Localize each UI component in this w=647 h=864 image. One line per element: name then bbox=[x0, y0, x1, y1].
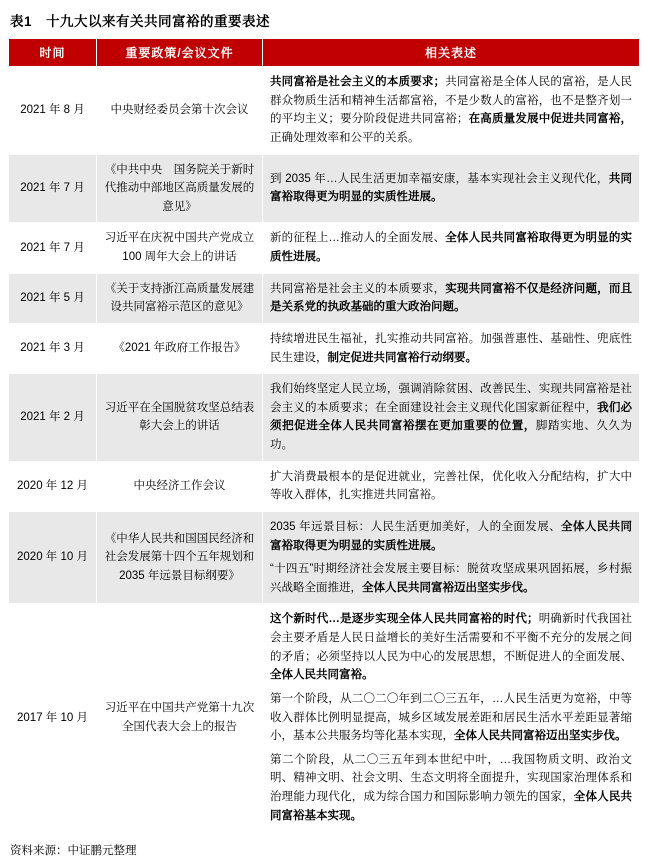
cell-time: 2020 年 10 月 bbox=[9, 511, 97, 604]
column-header-time: 时间 bbox=[9, 39, 97, 67]
cell-time: 2021 年 7 月 bbox=[9, 223, 97, 273]
statements-table bbox=[8, 38, 640, 832]
table-row bbox=[9, 374, 640, 462]
cell-statement bbox=[263, 374, 640, 462]
table-row bbox=[9, 323, 640, 373]
statement-paragraph: “十四五”时期经济社会发展主要目标：脱贫攻坚成果巩固拓展，乡村振兴战略全面推进，全体人民共同富裕迈出坚实步伐。 bbox=[270, 563, 632, 594]
cell-time: 2020 年 12 月 bbox=[9, 461, 97, 511]
cell-document: 《关于支持浙江高质量发展建设共同富裕示范区的意见》 bbox=[97, 273, 263, 323]
cell-document: 《中共中央 国务院关于新时代推动中部地区高质量发展的意见》 bbox=[97, 154, 263, 223]
table-row bbox=[9, 604, 640, 832]
cell-document: 中央财经委员会第十次会议 bbox=[97, 67, 263, 155]
cell-statement bbox=[263, 511, 640, 604]
cell-document: 习近平在全国脱贫攻坚总结表彰大会上的讲话 bbox=[97, 374, 263, 462]
statement-paragraph: 到 2035 年…人民生活更加幸福安康，基本实现社会主义现代化，共同富裕取得更为明显的实质性进展。 bbox=[270, 172, 632, 204]
cell-time: 2021 年 3 月 bbox=[9, 323, 97, 373]
statement-paragraph: 这个新时代…是逐步实现全体人民共同富裕的时代；明确新时代我国社会主要矛盾是人民日益增长的美好生活需要和不平衡不充分的发展之间的矛盾；必须坚持以人民为中心的发展思想，不断促进人的全面发展、全体人民共同富裕。 bbox=[270, 613, 632, 682]
cell-statement bbox=[263, 604, 640, 832]
cell-document: 中央经济工作会议 bbox=[97, 461, 263, 511]
statement-paragraph: 持续增进民生福祉，扎实推动共同富裕。加强普惠性、基础性、兜底性民生建设，制定促进共同富裕行动纲要。 bbox=[270, 332, 632, 364]
cell-document: 《中华人民共和国国民经济和社会发展第十四个五年规划和2035 年远景目标纲要》 bbox=[97, 511, 263, 604]
statement-paragraph: 第二个阶段，从二〇三五年到本世纪中叶，…我国物质文明、政治文明、精神文明、社会文明、生态文明将全面提升，实现国家治理体系和治理能力现代化，成为综合国力和国际影响力领先的国家，全体人民共同富裕基本实现。 bbox=[270, 753, 632, 822]
cell-statement bbox=[263, 323, 640, 373]
table-row bbox=[9, 67, 640, 155]
cell-document: 习近平在庆祝中国共产党成立 100 周年大会上的讲话 bbox=[97, 223, 263, 273]
statement-paragraph: 共同富裕是社会主义的本质要求；共同富裕是全体人民的富裕，是人民群众物质生活和精神生活都富裕，不是少数人的富裕，也不是整齐划一的平均主义；要分阶段促进共同富裕；在高质量发展中促进共同富裕，正确处理效率和公平的关系。 bbox=[270, 76, 633, 144]
cell-statement bbox=[263, 67, 640, 155]
cell-time: 2021 年 5 月 bbox=[9, 273, 97, 323]
statement-paragraph: 新的征程上…推动人的全面发展、全体人民共同富裕取得更为明显的实质性进展。 bbox=[270, 232, 632, 263]
cell-time: 2021 年 8 月 bbox=[9, 67, 97, 155]
table-header-row bbox=[9, 39, 640, 67]
cell-document: 《2021 年政府工作报告》 bbox=[97, 323, 263, 373]
cell-statement bbox=[263, 461, 640, 511]
statement-paragraph: 共同富裕是社会主义的本质要求，实现共同富裕不仅是经济问题，而且是关系党的执政基础的重大政治问题。 bbox=[270, 282, 632, 314]
statement-paragraph: 第一个阶段，从二〇二〇年到二〇三五年，…人民生活更为宽裕，中等收入群体比例明显提高，城乡区域发展差距和居民生活水平差距显著缩小，基本公共服务均等化基本实现，全体人民共同富裕迈出坚实步伐。 bbox=[270, 692, 632, 743]
statement-paragraph: 我们始终坚定人民立场，强调消除贫困、改善民生、实现共同富裕是社会主义的本质要求；在全面建设社会主义现代化国家新征程中，我们必须把促进全体人民共同富裕摆在更加重要的位置，脚踏实地、久久为功。 bbox=[270, 383, 633, 451]
table-body bbox=[9, 67, 640, 832]
table-row bbox=[9, 223, 640, 273]
cell-statement bbox=[263, 154, 640, 223]
cell-time: 2017 年 10 月 bbox=[9, 604, 97, 832]
statement-paragraph: 扩大消费最根本的是促进就业，完善社保，优化收入分配结构，扩大中等收入群体，扎实推进共同富裕。 bbox=[270, 470, 632, 502]
cell-time: 2021 年 2 月 bbox=[9, 374, 97, 462]
cell-statement bbox=[263, 273, 640, 323]
column-header-document: 重要政策/会议文件 bbox=[97, 39, 263, 67]
cell-time: 2021 年 7 月 bbox=[9, 154, 97, 223]
column-header-statement: 相关表述 bbox=[263, 39, 640, 67]
table-header bbox=[9, 39, 640, 67]
statement-paragraph: 2035 年远景目标：人民生活更加美好，人的全面发展、全体人民共同富裕取得更为明显的实质性进展。 bbox=[270, 520, 633, 552]
source-note: 资料来源：中证鹏元整理 bbox=[10, 845, 137, 858]
cell-statement bbox=[263, 223, 640, 273]
table-row bbox=[9, 511, 640, 604]
table-row bbox=[9, 461, 640, 511]
table-row bbox=[9, 273, 640, 323]
cell-document: 习近平在中国共产党第十九次全国代表大会上的报告 bbox=[97, 604, 263, 832]
table-row bbox=[9, 154, 640, 223]
page-title: 表1 十九大以来有关共同富裕的重要表述 bbox=[10, 14, 271, 29]
